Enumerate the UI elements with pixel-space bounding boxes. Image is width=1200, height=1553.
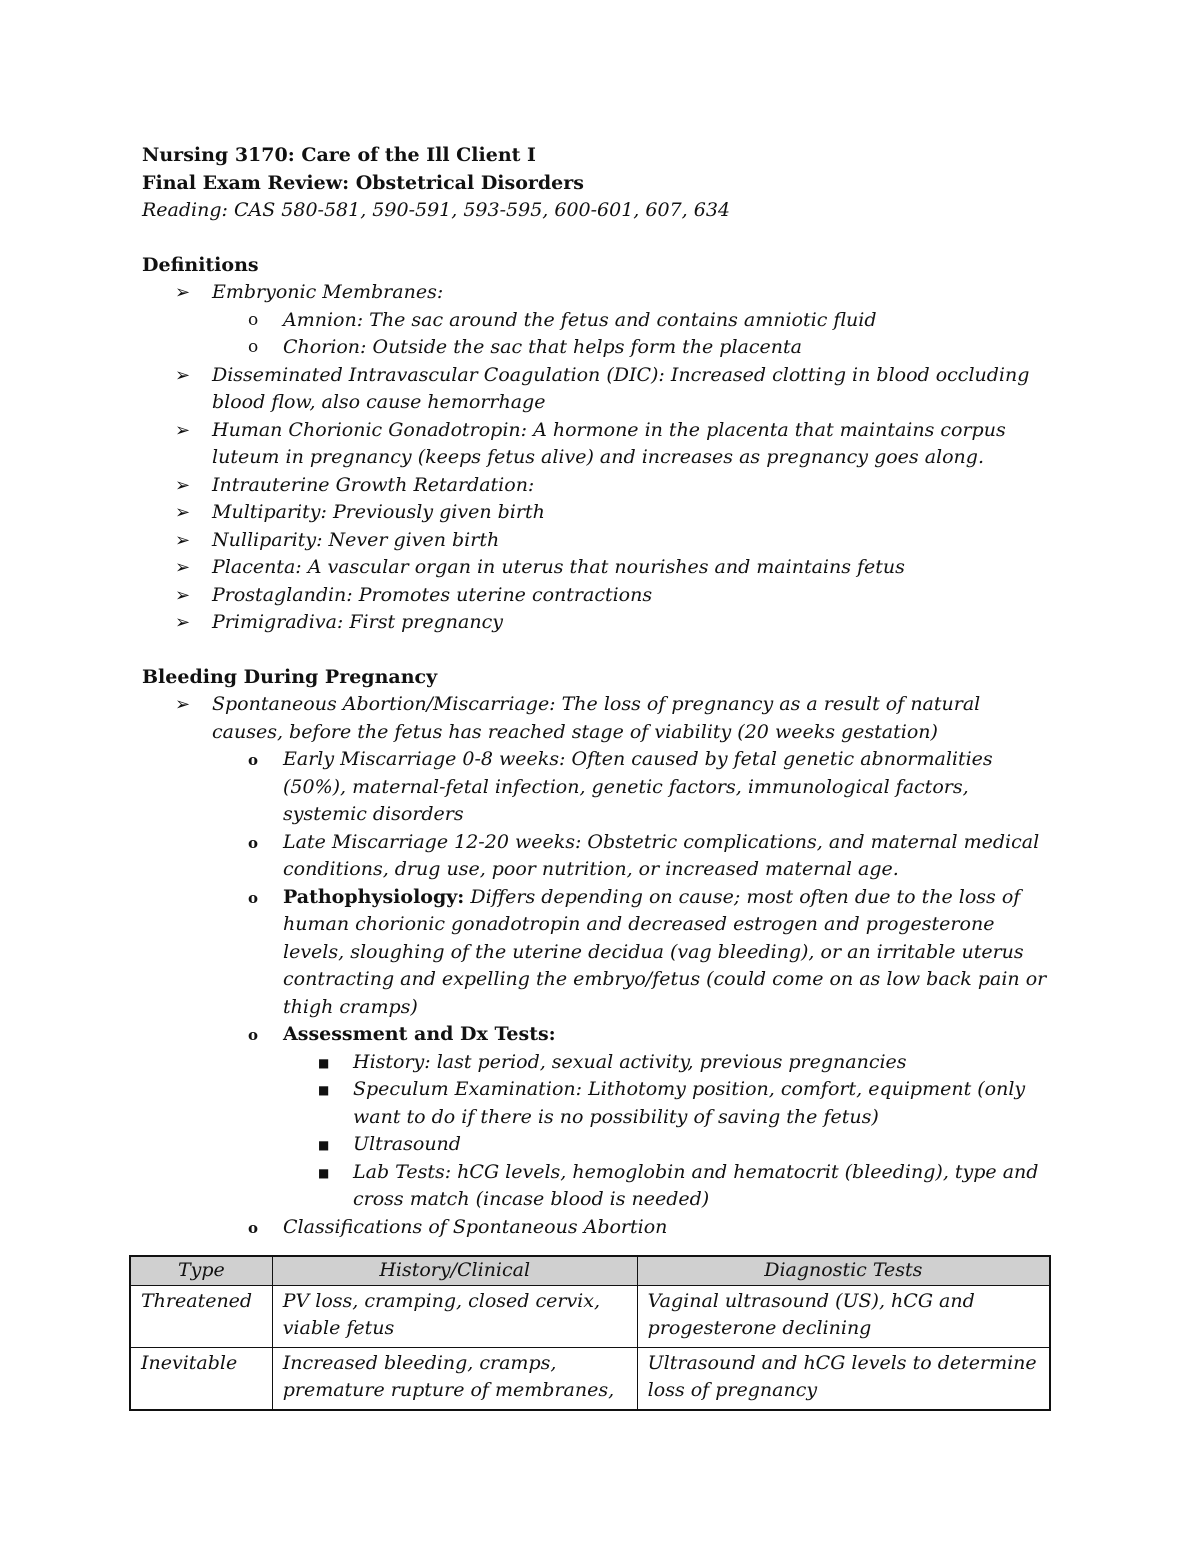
- arrowhead-bullet-icon: ➢: [175, 584, 191, 606]
- arrowhead-bullet-icon: ➢: [175, 364, 191, 386]
- assessment-ultrasound: ■ Ultrasound: [142, 1131, 1062, 1159]
- table-cell-history: Increased bleeding, cramps, premature rupture of membranes,: [272, 1347, 637, 1410]
- abortion-classification-table: [129, 1255, 1051, 1411]
- page-title: Final Exam Review: Obstetrical Disorders: [142, 171, 584, 194]
- hollow-circle-bullet-icon: o: [248, 751, 259, 769]
- table-cell-type: Threatened: [130, 1285, 272, 1347]
- definition-amnion: o Amnion: The sac around the fetus and contains amniotic fluid: [142, 307, 1062, 335]
- square-bullet-icon: ■: [318, 1138, 330, 1152]
- early-miscarriage-item: o Early Miscarriage 0-8 weeks: Often caused by fetal genetic abnormalities (50%), maternal-fetal infection, genetic factors, immunological factors, systemic disorders: [248, 748, 993, 825]
- definition-primigradiva: ➢ Primigradiva: First pregnancy: [142, 609, 1062, 637]
- arrowhead-bullet-icon: ➢: [175, 419, 191, 441]
- hollow-circle-bullet-icon: o: [248, 888, 259, 907]
- arrowhead-bullet-icon: ➢: [175, 474, 191, 496]
- arrowhead-bullet-icon: ➢: [175, 282, 191, 303]
- hollow-circle-bullet-icon: o: [248, 309, 259, 330]
- column-header-history: History/Clinical: [272, 1256, 637, 1285]
- table-cell-diagnostic: Vaginal ultrasound (US), hCG and progesterone declining: [637, 1285, 1050, 1347]
- definition-multiparity: ➢ Multiparity: Previously given birth: [142, 499, 1062, 527]
- definition-chorion: o Chorion: Outside the sac that helps form the placenta: [142, 334, 1062, 362]
- table-header-row: [130, 1256, 1050, 1285]
- reading-assignment: Reading: CAS 580-581, 590-591, 593-595, 600-601, 607, 634: [142, 199, 730, 221]
- definitions-heading: Definitions: [142, 253, 259, 276]
- hollow-circle-bullet-icon: o: [248, 1026, 259, 1044]
- assessment-history: ■ History: last period, sexual activity, previous pregnancies: [142, 1049, 1062, 1077]
- table-row: [130, 1347, 1050, 1410]
- definition-iugr: ➢ Intrauterine Growth Retardation:: [142, 472, 1062, 500]
- definition-hcg: ➢ Human Chorionic Gonadotropin: A hormone in the placenta that maintains corpus luteum in pregnancy (keeps fetus alive) and increases as pregnancy goes along.: [175, 418, 1006, 468]
- square-bullet-icon: ■: [318, 1165, 330, 1180]
- definition-embryonic-membranes: ➢ Embryonic Membranes:: [142, 279, 1062, 307]
- hollow-circle-bullet-icon: o: [248, 833, 259, 852]
- table-cell-history: PV loss, cramping, closed cervix, viable fetus: [272, 1285, 637, 1347]
- classifications-item: o Classifications of Spontaneous Abortion: [142, 1214, 1062, 1242]
- late-miscarriage-item: o Late Miscarriage 12-20 weeks: Obstetric complications, and maternal medical conditions, drug use, poor nutrition, or increased maternal age.: [248, 830, 1040, 880]
- column-header-diagnostic: Diagnostic Tests: [637, 1256, 1050, 1285]
- square-bullet-icon: ■: [318, 1055, 330, 1070]
- pathophysiology-label: Pathophysiology:: [283, 885, 465, 908]
- definition-placenta: ➢ Placenta: A vascular organ in uterus that nourishes and maintains fetus: [142, 554, 1062, 582]
- arrowhead-bullet-icon: ➢: [175, 557, 191, 578]
- arrowhead-bullet-icon: ➢: [175, 694, 191, 715]
- definition-prostaglandin: ➢ Prostaglandin: Promotes uterine contractions: [142, 582, 1062, 610]
- hollow-circle-bullet-icon: o: [248, 337, 259, 357]
- column-header-type: Type: [130, 1256, 272, 1285]
- definition-nulliparity: ➢ Nulliparity: Never given birth: [142, 527, 1062, 555]
- assessment-speculum: ■ Speculum Examination: Lithotomy position, comfort, equipment (only want to do if there is no possibility of saving the fetus): [318, 1078, 1026, 1128]
- table-cell-diagnostic: Ultrasound and hCG levels to determine loss of pregnancy: [637, 1347, 1050, 1410]
- arrowhead-bullet-icon: ➢: [175, 612, 191, 633]
- arrowhead-bullet-icon: ➢: [175, 529, 191, 551]
- pathophysiology-item: o Pathophysiology: Differs depending on cause; most often due to the loss of human chorionic gonadotropin and decreased estrogen and progesterone levels, sloughing of the uterine decidua (vag bleeding), or an irritable uterus contracting and expelling the embryo/fetus (could come on as low back pain or thigh cramps): [248, 885, 1047, 1018]
- table-cell-type: Inevitable: [130, 1347, 272, 1410]
- bleeding-heading: Bleeding During Pregnancy: [142, 665, 438, 688]
- definition-dic: ➢ Disseminated Intravascular Coagulation (DIC): Increased clotting in blood occluding blood flow, also cause hemorrhage: [175, 363, 1030, 413]
- square-bullet-icon: ■: [318, 1083, 330, 1097]
- table-row: [130, 1285, 1050, 1347]
- hollow-circle-bullet-icon: o: [248, 1218, 259, 1237]
- arrowhead-bullet-icon: ➢: [175, 502, 191, 523]
- document-body: [142, 142, 1062, 1241]
- assessment-item: [142, 1021, 1062, 1049]
- assessment-label: Assessment and Dx Tests:: [283, 1023, 556, 1045]
- spontaneous-abortion-item: ➢ Spontaneous Abortion/Miscarriage: The loss of pregnancy as a result of natural causes, before the fetus has reached stage of viability (20 weeks gestation): [175, 693, 981, 743]
- assessment-lab-tests: ■ Lab Tests: hCG levels, hemoglobin and hematocrit (bleeding), type and cross match (incase blood is needed): [318, 1160, 1039, 1210]
- course-title: Nursing 3170: Care of the Ill Client I: [142, 144, 536, 166]
